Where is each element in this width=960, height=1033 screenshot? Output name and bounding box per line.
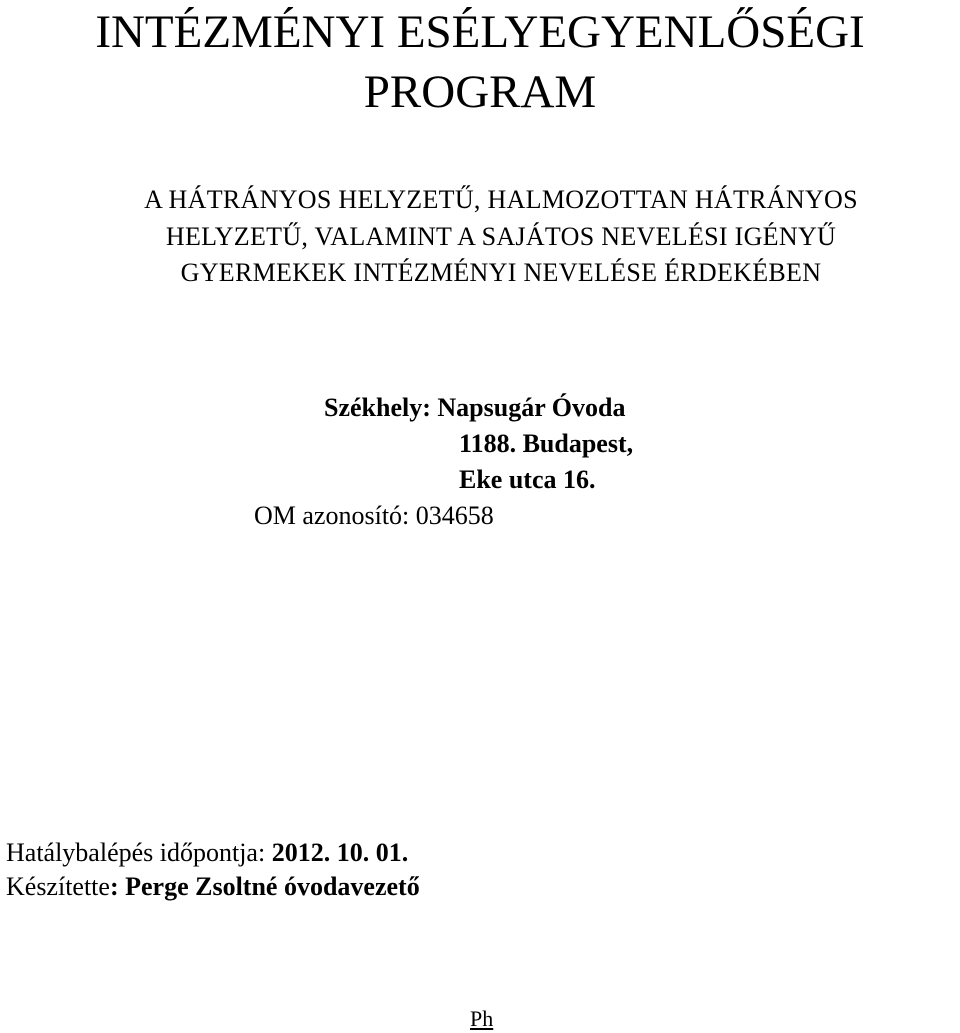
subtitle-line-1: A HÁTRÁNYOS HELYZETŰ, HALMOZOTTAN HÁTRÁNYOS — [144, 185, 858, 214]
document-title-line-2: PROGRAM — [363, 66, 597, 118]
institution-seat: Székhely: Napsugár Óvoda — [324, 393, 626, 422]
subtitle-line-2: HELYZETŰ, VALAMINT A SAJÁTOS NEVELÉSI IGÉNYŰ — [165, 222, 837, 251]
prepared-by-label: Készítette — [6, 872, 110, 901]
om-id-label: OM azonosító: — [254, 501, 410, 530]
stamp-placeholder: Ph — [470, 1006, 494, 1031]
effective-date-line — [6, 834, 408, 871]
institution-street: Eke utca 16. — [459, 465, 596, 494]
prepared-by-line — [6, 868, 420, 905]
om-id-value: 034658 — [415, 501, 494, 530]
institution-postal: 1188. Budapest, — [459, 429, 634, 458]
document-title-line-1: INTÉZMÉNYI ESÉLYEGYENLŐSÉGI — [95, 6, 865, 58]
prepared-by-name: : Perge Zsoltné óvodavezető — [109, 872, 420, 901]
subtitle-line-3: GYERMEKEK INTÉZMÉNYI NEVELÉSE ÉRDEKÉBEN — [180, 258, 822, 287]
effective-date-value: 2012. 10. 01. — [271, 838, 409, 867]
institution-om-id — [254, 497, 494, 534]
effective-date-label: Hatálybalépés időpontja: — [6, 838, 266, 867]
